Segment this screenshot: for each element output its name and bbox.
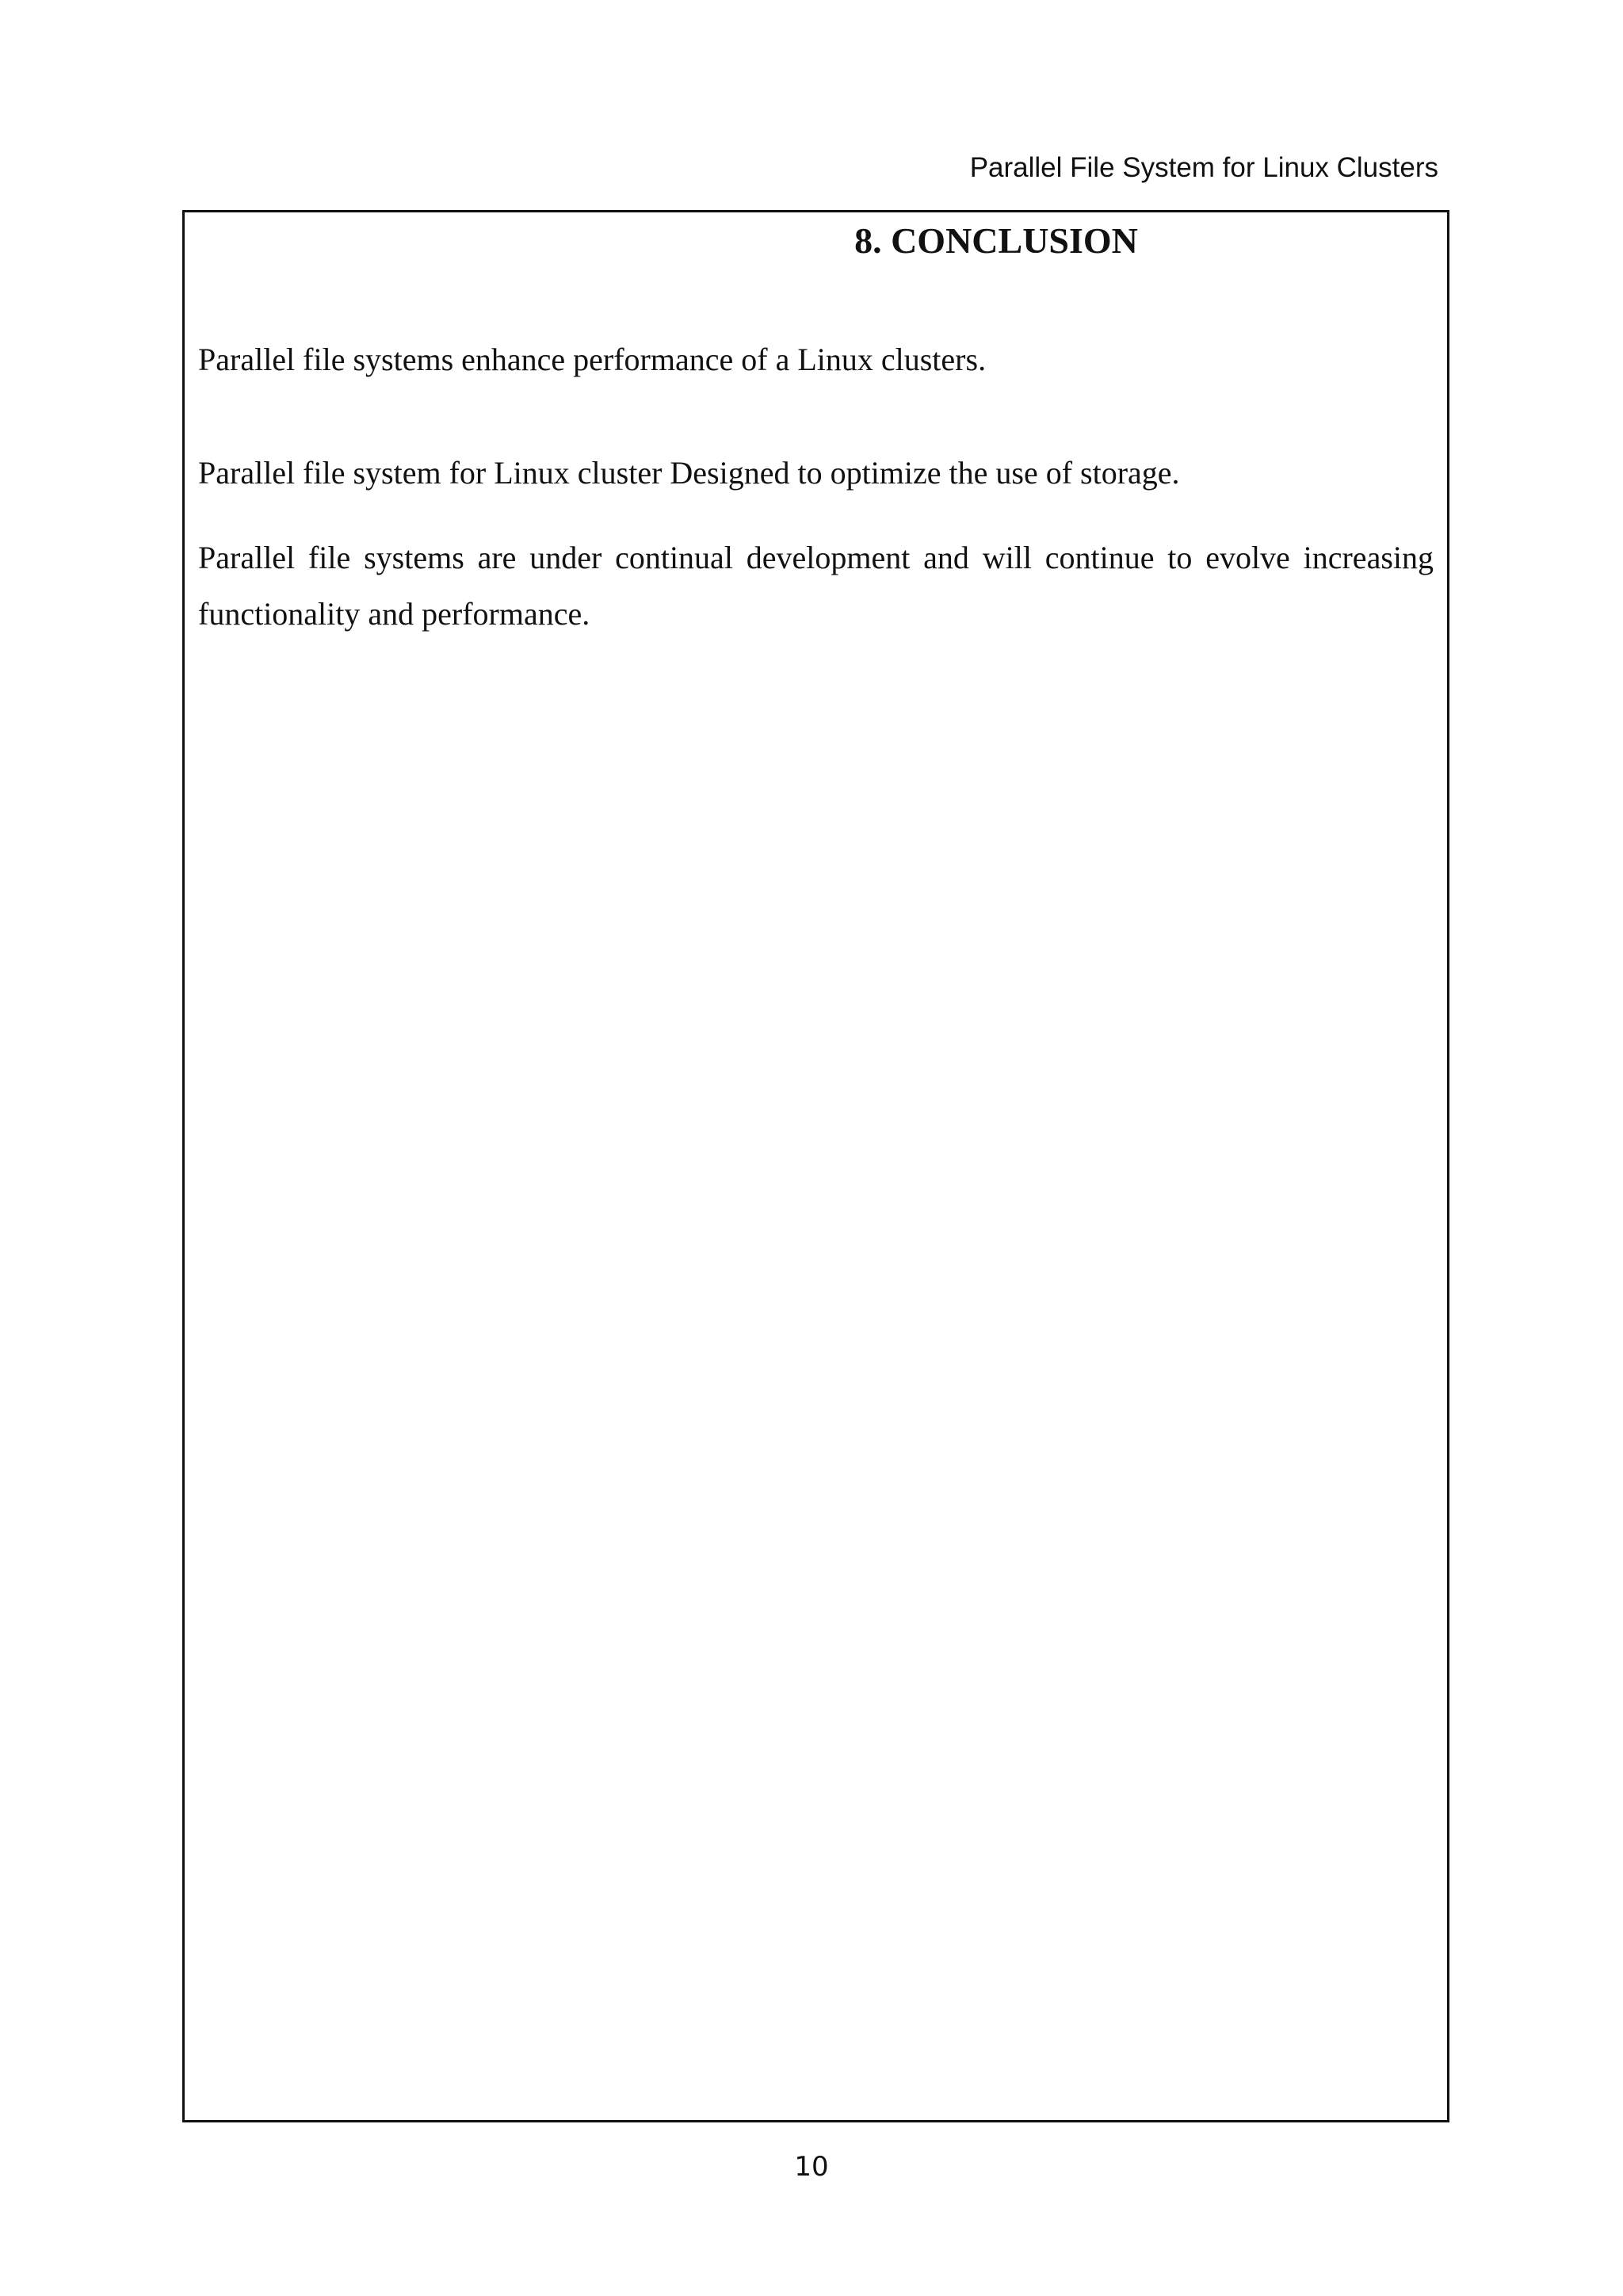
paragraph-1: Parallel file systems enhance performance of a Linux clusters. bbox=[198, 342, 987, 377]
section-title: 8. CONCLUSION bbox=[854, 220, 1138, 261]
paragraph-3: Parallel file systems are under continual development and will continue to evolve increasing functionality and performance. bbox=[198, 540, 1434, 632]
content-frame bbox=[182, 210, 1449, 2122]
paragraph-2: Parallel file system for Linux cluster Designed to optimize the use of storage. bbox=[198, 455, 1180, 491]
page-number: 10 bbox=[794, 2151, 829, 2183]
running-header: Parallel File System for Linux Clusters bbox=[969, 152, 1438, 183]
